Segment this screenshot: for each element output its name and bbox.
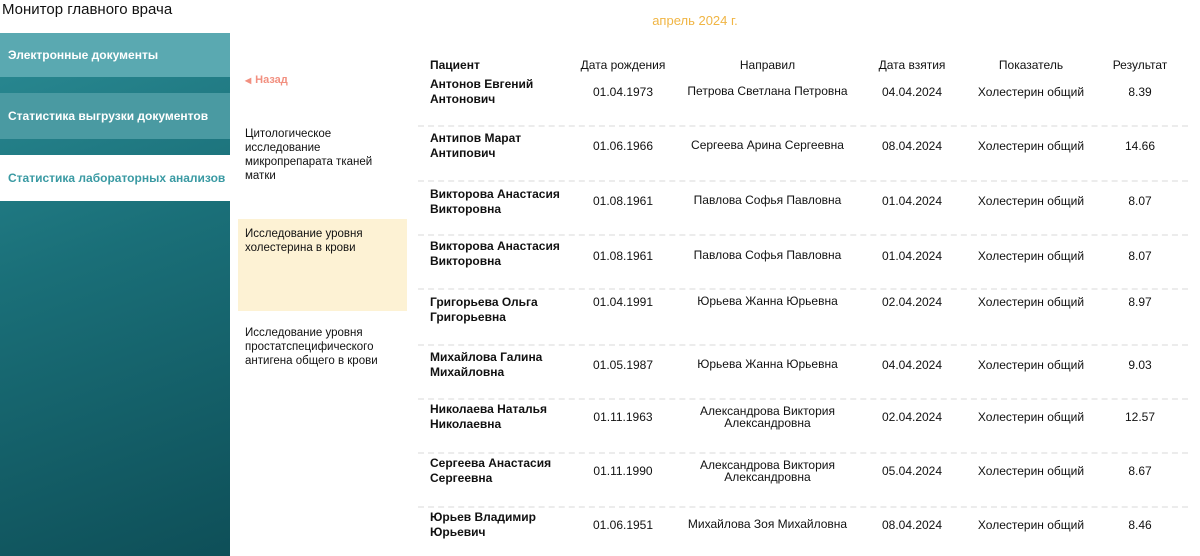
table-row[interactable] [418, 75, 1188, 127]
cell-indicator: Холестерин общий [977, 464, 1085, 478]
cell-referred-by: Павлова Софья Павловна [693, 248, 842, 262]
table-row[interactable] [418, 508, 1188, 554]
results-table [418, 56, 1188, 539]
header-patient[interactable]: Пациент [430, 58, 480, 72]
period-title: апрель 2024 г. [652, 13, 738, 28]
cell-result: 12.57 [1124, 410, 1156, 424]
cell-patient: Михайлова Галина Михайловна [430, 350, 543, 379]
cell-result: 8.46 [1128, 518, 1152, 532]
back-arrow-icon: ◀ [245, 76, 252, 85]
table-row[interactable] [418, 182, 1188, 236]
table-row[interactable] [418, 127, 1188, 182]
cell-dob: 01.11.1963 [593, 410, 653, 424]
nav-item-electronic-documents[interactable]: Электронные документы [0, 33, 230, 77]
cell-indicator: Холестерин общий [977, 249, 1085, 263]
submenu-item-cytology[interactable]: Цитологическое исследование микропрепарата тканей матки [245, 128, 373, 182]
cell-indicator: Холестерин общий [977, 518, 1085, 532]
header-sample-date[interactable]: Дата взятия [878, 58, 946, 72]
header-result[interactable]: Результат [1112, 58, 1168, 72]
back-link[interactable] [245, 74, 288, 86]
submenu-item-psa[interactable]: Исследование уровня простатспецифического антигена общего в крови [245, 327, 378, 367]
cell-sample-date: 04.04.2024 [881, 358, 943, 372]
cell-indicator: Холестерин общий [977, 358, 1085, 372]
submenu-item-cholesterol[interactable]: Исследование уровня холестерина в крови [238, 219, 407, 311]
nav-item-lab-statistics[interactable]: Статистика лабораторных анализов [0, 155, 230, 201]
cell-sample-date: 02.04.2024 [881, 295, 943, 309]
cell-indicator: Холестерин общий [977, 139, 1085, 153]
cell-result: 8.67 [1128, 464, 1152, 478]
cell-sample-date: 02.04.2024 [881, 410, 943, 424]
header-indicator[interactable]: Показатель [998, 58, 1064, 72]
cell-referred-by: Юрьева Жанна Юрьевна [697, 357, 838, 371]
table-row[interactable] [418, 346, 1188, 400]
cell-referred-by: Александрова Виктория Александровна [700, 458, 835, 484]
back-label: Назад [255, 74, 288, 86]
header-dob[interactable]: Дата рождения [580, 58, 666, 72]
cell-patient: Николаева Наталья Николаевна [430, 402, 548, 431]
cell-dob: 01.06.1951 [592, 518, 654, 532]
cell-referred-by: Юрьева Жанна Юрьевна [697, 294, 838, 308]
cell-patient: Григорьева Ольга Григорьевна [430, 295, 538, 324]
cell-patient: Викторова Анастасия Викторовна [430, 187, 560, 216]
cell-referred-by: Павлова Софья Павловна [693, 193, 842, 207]
cell-indicator: Холестерин общий [977, 410, 1085, 424]
cell-dob: 01.06.1966 [592, 139, 654, 153]
cell-patient: Антонов Евгений Антонович [430, 77, 534, 106]
table-header [418, 56, 1188, 75]
cell-referred-by: Сергеева Арина Сергеевна [691, 138, 844, 152]
nav-item-export-statistics[interactable]: Статистика выгрузки документов [0, 93, 230, 139]
cell-result: 8.97 [1128, 295, 1152, 309]
cell-referred-by: Александрова Виктория Александровна [700, 404, 835, 430]
sidebar [0, 0, 230, 556]
cell-dob: 01.08.1961 [592, 249, 654, 263]
cell-result: 14.66 [1124, 139, 1156, 153]
cell-result: 8.07 [1128, 249, 1152, 263]
cell-sample-date: 04.04.2024 [881, 85, 943, 99]
cell-patient: Викторова Анастасия Викторовна [430, 239, 560, 268]
cell-dob: 01.11.1990 [593, 464, 653, 478]
cell-dob: 01.04.1973 [592, 85, 654, 99]
cell-sample-date: 05.04.2024 [881, 464, 943, 478]
cell-indicator: Холестерин общий [977, 85, 1085, 99]
header-referred-by[interactable]: Направил [739, 58, 796, 72]
cell-patient: Сергеева Анастасия Сергеевна [430, 456, 552, 485]
cell-sample-date: 08.04.2024 [881, 518, 943, 532]
cell-referred-by: Петрова Светлана Петровна [687, 84, 848, 98]
cell-patient: Юрьев Владимир Юрьевич [430, 510, 537, 539]
cell-sample-date: 01.04.2024 [881, 194, 943, 208]
cell-sample-date: 08.04.2024 [881, 139, 943, 153]
cell-result: 8.07 [1128, 194, 1152, 208]
cell-dob: 01.08.1961 [592, 194, 654, 208]
table-row[interactable] [418, 290, 1188, 346]
cell-dob: 01.05.1987 [592, 358, 654, 372]
cell-result: 8.39 [1128, 85, 1152, 99]
table-row[interactable] [418, 454, 1188, 508]
cell-sample-date: 01.04.2024 [881, 249, 943, 263]
app-title: Монитор главного врача [0, 0, 230, 33]
table-row[interactable] [418, 400, 1188, 454]
cell-dob: 01.04.1991 [592, 295, 654, 309]
cell-indicator: Холестерин общий [977, 194, 1085, 208]
cell-indicator: Холестерин общий [977, 295, 1085, 309]
cell-patient: Антипов Марат Антипович [430, 131, 522, 160]
table-row[interactable] [418, 236, 1188, 290]
cell-result: 9.03 [1128, 358, 1152, 372]
cell-referred-by: Михайлова Зоя Михайловна [687, 517, 848, 531]
